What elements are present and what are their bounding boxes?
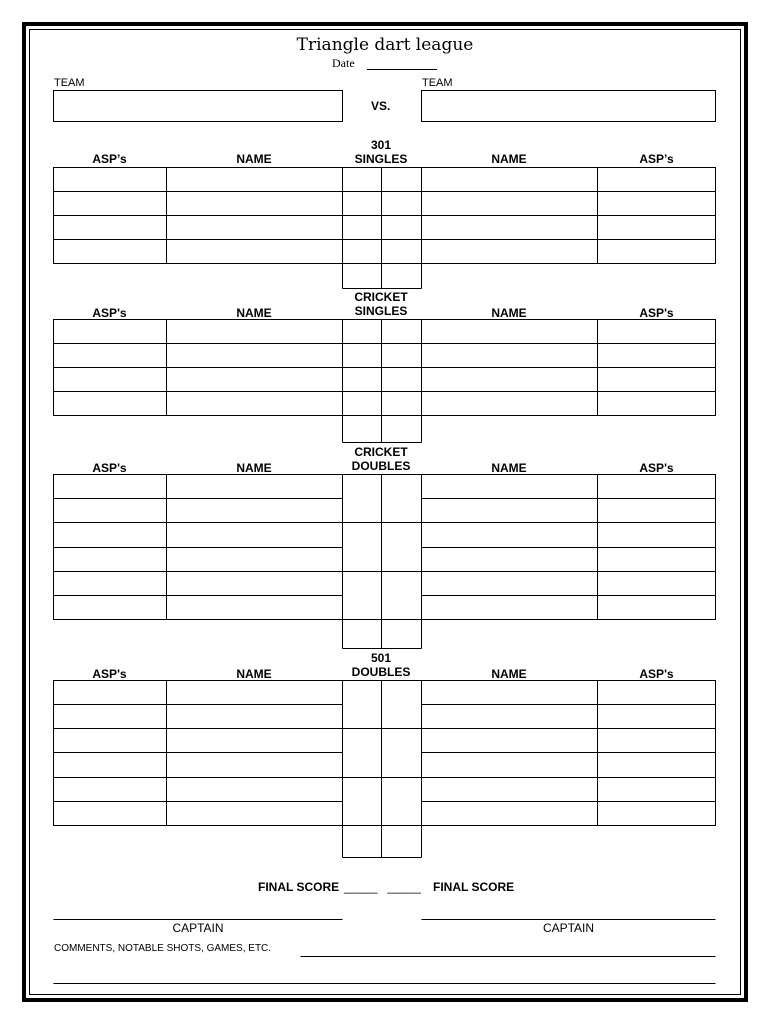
game-subtitle-singles: SINGLES xyxy=(354,152,408,166)
game-title-501: 501 xyxy=(370,651,392,665)
team-label-left: TEAM xyxy=(54,77,85,89)
col-header-asp-left: ASP's xyxy=(92,667,127,681)
col-header-asp-right: ASP's xyxy=(639,461,674,475)
page-title: Triangle dart league xyxy=(296,35,474,55)
col-header-asp-right: ASP's xyxy=(639,306,674,320)
col-header-asp-left: ASP’s xyxy=(92,152,127,166)
col-header-name-right: NAME xyxy=(491,306,527,320)
game-title-cricket: CRICKET xyxy=(354,445,408,459)
col-header-name-right: NAME xyxy=(491,152,527,166)
col-header-name-left: NAME xyxy=(236,461,272,475)
game-subtitle-doubles: DOUBLES xyxy=(351,665,411,679)
final-score-label-left: FINAL SCORE xyxy=(258,880,340,894)
final-score-label-right: FINAL SCORE xyxy=(433,880,515,894)
col-header-asp-right: ASP’s xyxy=(639,152,674,166)
date-label: Date xyxy=(332,56,355,70)
game-title-cricket: CRICKET xyxy=(354,290,408,304)
captain-label-left: CAPTAIN xyxy=(172,921,224,935)
vs-label: VS. xyxy=(371,99,391,113)
col-header-name-left: NAME xyxy=(236,152,272,166)
comments-label: COMMENTS, NOTABLE SHOTS, GAMES, ETC. xyxy=(54,943,272,954)
col-header-asp-left: ASP's xyxy=(92,306,127,320)
game-title-301: 301 xyxy=(370,138,392,152)
col-header-name-right: NAME xyxy=(491,461,527,475)
col-header-asp-right: ASP's xyxy=(639,667,674,681)
col-header-asp-left: ASP's xyxy=(92,461,127,475)
final-score-blanks[interactable]: _____ _____ xyxy=(344,880,421,894)
captain-label-right: CAPTAIN xyxy=(542,921,595,935)
game-subtitle-singles: SINGLES xyxy=(354,304,408,318)
team-label-right: TEAM xyxy=(422,77,453,89)
col-header-name-left: NAME xyxy=(236,306,272,320)
col-header-name-right: NAME xyxy=(491,667,527,681)
col-header-name-left: NAME xyxy=(236,667,272,681)
game-subtitle-doubles: DOUBLES xyxy=(351,459,411,473)
